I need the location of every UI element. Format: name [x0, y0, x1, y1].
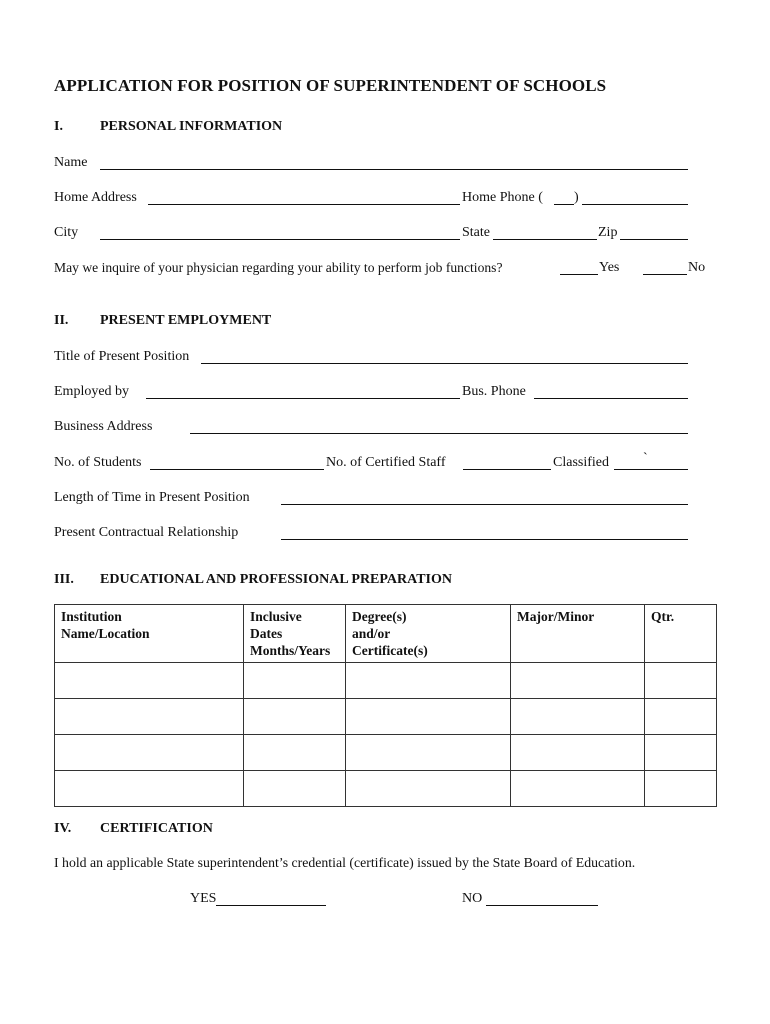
bus-phone-label: Bus. Phone — [462, 384, 526, 399]
state-field[interactable] — [493, 223, 597, 240]
bus-phone-field[interactable] — [534, 382, 688, 399]
column-header-major-minor — [511, 605, 645, 663]
contractual-relationship-field[interactable] — [281, 523, 688, 540]
zip-field[interactable] — [620, 223, 688, 240]
table-cell[interactable] — [511, 663, 645, 699]
home-phone-field[interactable] — [582, 188, 688, 205]
column-header-text: Name/Location — [61, 626, 150, 641]
table-cell[interactable] — [346, 771, 511, 807]
table-cell[interactable] — [55, 735, 244, 771]
title-of-position-field[interactable] — [201, 347, 688, 364]
section-heading-certification: CERTIFICATION — [100, 821, 213, 836]
table-cell[interactable] — [511, 771, 645, 807]
employed-by-label: Employed by — [54, 384, 130, 399]
education-table-header-row — [55, 605, 717, 663]
section-number-employment: II. — [54, 313, 69, 328]
column-header-text: Dates — [250, 626, 283, 641]
table-cell[interactable] — [346, 699, 511, 735]
physician-no-label: No — [688, 260, 706, 275]
table-cell[interactable] — [645, 699, 717, 735]
classified-stray-mark: ` — [643, 451, 648, 466]
section-heading-education: EDUCATIONAL AND PROFESSIONAL PREPARATION — [100, 572, 452, 587]
name-label: Name — [54, 155, 88, 170]
column-header-text: Certificate(s) — [352, 643, 428, 658]
physician-yes-field[interactable] — [560, 258, 598, 275]
table-cell[interactable] — [511, 699, 645, 735]
certification-yes-field[interactable] — [216, 889, 326, 906]
column-header-text: Inclusive — [250, 609, 302, 624]
table-cell[interactable] — [244, 735, 346, 771]
table-cell[interactable] — [645, 771, 717, 807]
column-header-qtr — [645, 605, 717, 663]
physician-yes-label: Yes — [599, 260, 620, 275]
table-cell[interactable] — [244, 771, 346, 807]
column-header-text: and/or — [352, 626, 391, 641]
students-label: No. of Students — [54, 455, 142, 470]
length-in-position-label: Length of Time in Present Position — [54, 490, 250, 505]
page-title: APPLICATION FOR POSITION OF SUPERINTENDENT OF SCHOOLS — [54, 76, 607, 95]
physician-question: May we inquire of your physician regarding your ability to perform job functions? — [54, 260, 503, 275]
home-phone-area-code-field[interactable] — [554, 188, 574, 205]
zip-label: Zip — [598, 225, 618, 240]
home-phone-close-paren: ) — [574, 190, 579, 205]
column-header-text: Major/Minor — [517, 609, 595, 624]
table-row — [55, 771, 717, 807]
students-field[interactable] — [150, 453, 324, 470]
classified-label: Classified — [553, 455, 609, 470]
business-address-label: Business Address — [54, 419, 153, 434]
state-label: State — [462, 225, 490, 240]
section-heading-employment: PRESENT EMPLOYMENT — [100, 313, 272, 328]
column-header-dates — [244, 605, 346, 663]
table-cell[interactable] — [244, 699, 346, 735]
section-heading-personal: PERSONAL INFORMATION — [100, 119, 283, 134]
name-field[interactable] — [100, 153, 688, 170]
column-header-institution — [55, 605, 244, 663]
section-number-certification: IV. — [54, 821, 72, 836]
column-header-text: Qtr. — [651, 609, 675, 624]
table-row — [55, 663, 717, 699]
section-number-education: III. — [54, 572, 74, 587]
length-in-position-field[interactable] — [281, 488, 688, 505]
city-label: City — [54, 225, 79, 240]
table-cell[interactable] — [55, 771, 244, 807]
table-cell[interactable] — [244, 663, 346, 699]
table-cell[interactable] — [55, 663, 244, 699]
column-header-degree — [346, 605, 511, 663]
home-address-label: Home Address — [54, 190, 137, 205]
classified-field[interactable] — [614, 453, 688, 470]
home-phone-label: Home Phone ( — [462, 190, 543, 205]
column-header-text: Degree(s) — [352, 609, 407, 624]
table-cell[interactable] — [645, 663, 717, 699]
physician-no-field[interactable] — [643, 258, 687, 275]
contractual-relationship-label: Present Contractual Relationship — [54, 525, 239, 540]
section-number-personal: I. — [54, 119, 63, 134]
column-header-text: Months/Years — [250, 643, 331, 658]
business-address-field[interactable] — [190, 417, 688, 434]
column-header-text: Institution — [61, 609, 122, 624]
certification-no-label: NO — [462, 891, 483, 906]
table-row — [55, 735, 717, 771]
certified-staff-label: No. of Certified Staff — [326, 455, 446, 470]
home-address-field[interactable] — [148, 188, 460, 205]
employed-by-field[interactable] — [146, 382, 460, 399]
certification-yes-label: YES — [190, 891, 217, 906]
table-cell[interactable] — [346, 663, 511, 699]
certification-no-field[interactable] — [486, 889, 598, 906]
table-cell[interactable] — [511, 735, 645, 771]
table-cell[interactable] — [645, 735, 717, 771]
certified-staff-field[interactable] — [463, 453, 551, 470]
table-row — [55, 699, 717, 735]
table-cell[interactable] — [55, 699, 244, 735]
city-field[interactable] — [100, 223, 460, 240]
title-of-position-label: Title of Present Position — [54, 349, 190, 364]
certification-statement: I hold an applicable State superintendent’s credential (certificate) issued by the State Board of Education. — [54, 855, 636, 870]
table-cell[interactable] — [346, 735, 511, 771]
education-table — [54, 604, 717, 807]
